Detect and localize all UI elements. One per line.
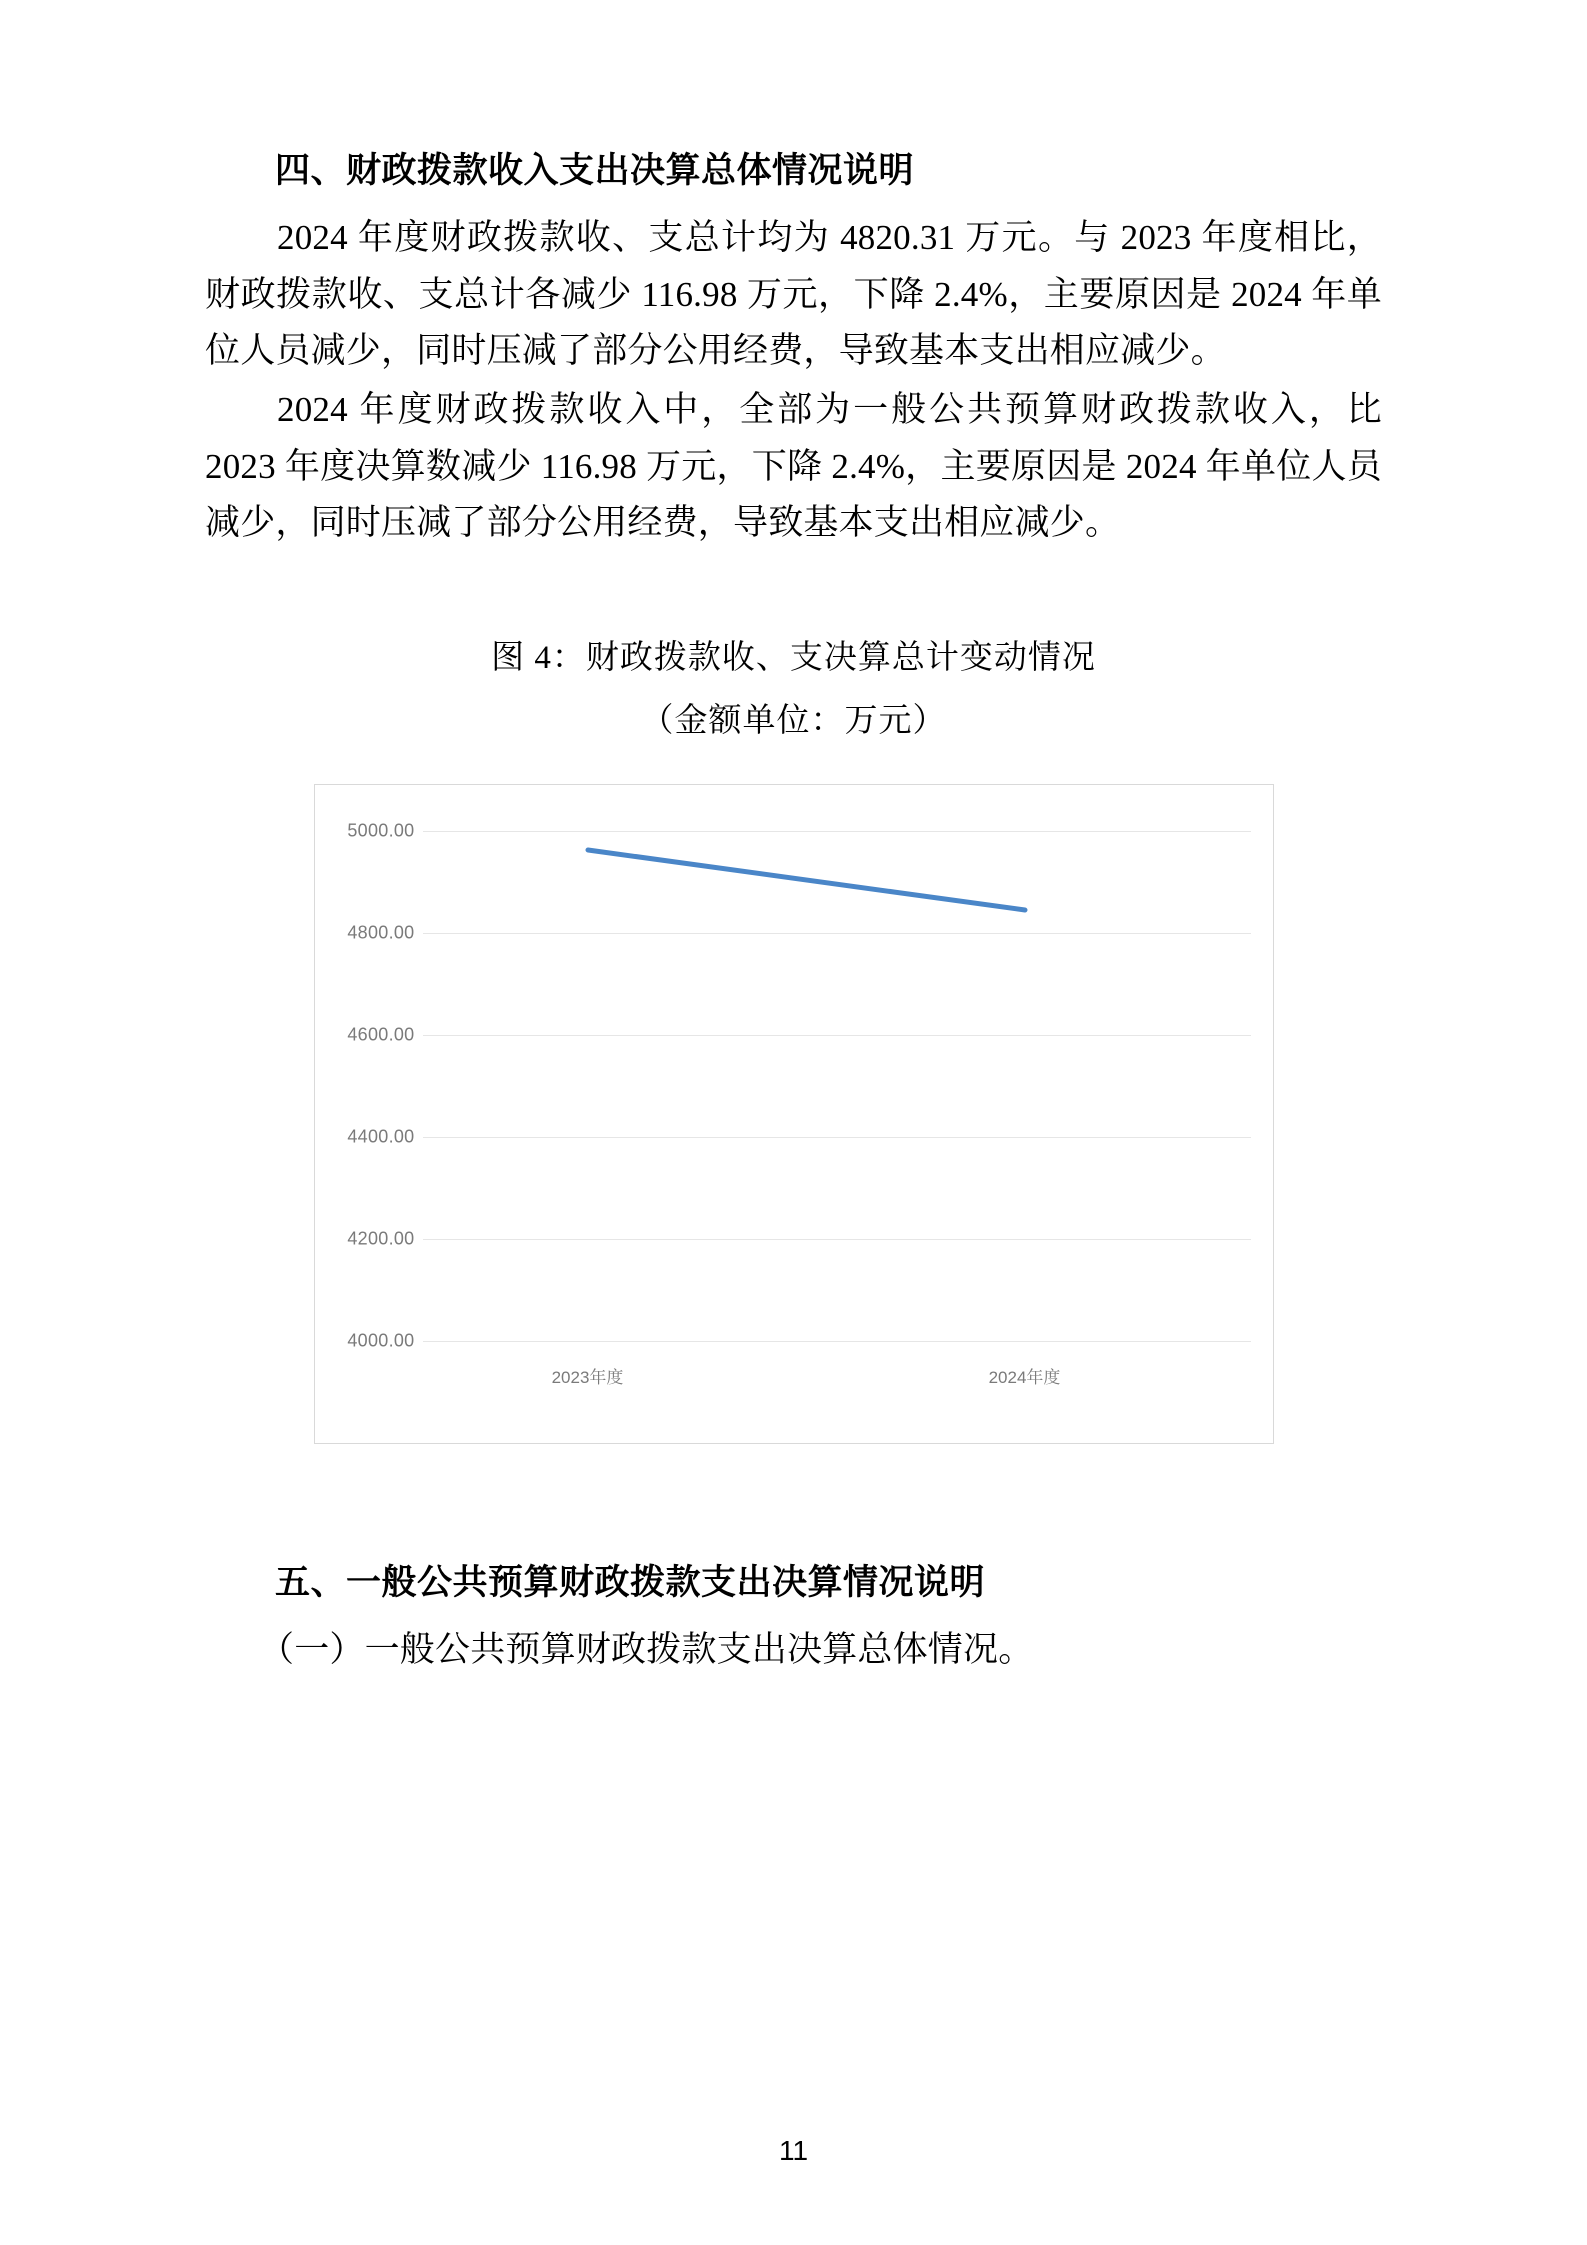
- section-heading-five: 五、一般公共预算财政拨款支出决算情况说明: [275, 1562, 986, 1602]
- subsection-one-title: （一）一般公共预算财政拨款支出决算总体情况。: [259, 1629, 1034, 1669]
- line-chart: [314, 784, 1274, 1444]
- y-axis-label: 5000.00: [347, 820, 415, 841]
- paragraph-total-fiscal-appropriation: 2024 年度财政拨款收、支总计均为 4820.31 万元。与 2023 年度相比，财政拨款收、支总计各减少 116.98 万元，下降 2.4%，主要原因是 2024 年单位人员减少，同时压减了部分公用经费，导致基本支出相应减少。: [205, 218, 1382, 371]
- section-heading-four: 四、财政拨款收入支出决算总体情况说明: [275, 151, 915, 190]
- page-number: 11: [778, 2135, 809, 2166]
- y-axis-label: 4200.00: [347, 1228, 415, 1249]
- paragraph-general-public-budget-income: 2024 年度财政拨款收入中，全部为一般公共预算财政拨款收入，比 2023 年度决算数减少 116.98 万元，下降 2.4%，主要原因是 2024 年单位人员减少，同时压减了部分公用经费，导致基本支出相应减少。: [205, 390, 1382, 543]
- figure-title: 图 4：财政拨款收、支决算总计变动情况: [491, 640, 1096, 677]
- chart-plot-area: [315, 785, 1273, 1443]
- x-axis-label: 2024年度: [988, 1367, 1061, 1387]
- chart-series-line: [315, 785, 1275, 1445]
- y-axis-label: 4600.00: [347, 1024, 415, 1045]
- x-axis-label: 2023年度: [551, 1367, 624, 1387]
- y-axis-label: 4400.00: [347, 1126, 415, 1147]
- spacer: [205, 1444, 1382, 1522]
- spacer: [205, 554, 1382, 632]
- y-axis-label: 4000.00: [347, 1330, 415, 1351]
- figure-subtitle: （金额单位：万元）: [640, 702, 947, 739]
- y-axis-label: 4800.00: [347, 922, 415, 943]
